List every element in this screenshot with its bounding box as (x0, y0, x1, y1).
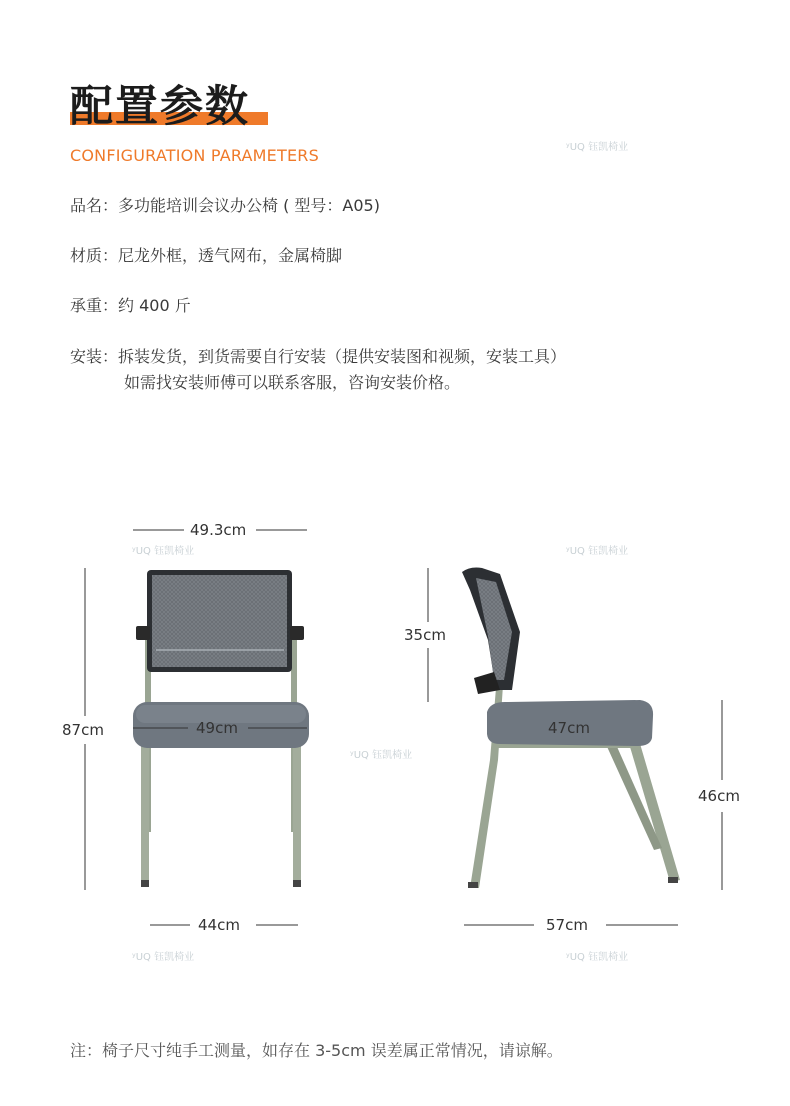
watermark-text: 钰凯椅业 (372, 750, 413, 761)
watermark-mark-icon: ʸUQ (566, 952, 589, 963)
side-front-leg (625, 730, 680, 882)
foot-cap (468, 882, 478, 888)
dim-label-front-seat-width: 49cm (196, 719, 238, 737)
dim-label-side-seat-depth: 47cm (548, 719, 590, 737)
page-subtitle: CONFIGURATION PARAMETERS (70, 146, 319, 165)
front-leg-left (141, 742, 149, 887)
dim-label-side-seat-height: 46cm (698, 787, 740, 805)
watermark-text: 钰凯椅业 (154, 546, 195, 557)
watermark-mark-icon: ʸUQ (132, 546, 155, 557)
dim-label-front-top-width: 49.3cm (190, 521, 247, 539)
spec-label: 承重： (70, 296, 119, 315)
spec-value: 约 400 斤 (118, 296, 191, 315)
watermark-text: 钰凯椅业 (154, 952, 195, 963)
spec-label: 材质： (70, 246, 119, 265)
watermark-text: 钰凯椅业 (588, 546, 629, 557)
measurement-note: 注：椅子尺寸纯手工测量，如存在 3-5cm 误差属正常情况，请谅解。 (70, 1041, 563, 1060)
dim-label-front-height: 87cm (62, 721, 104, 739)
watermark-text: 钰凯椅业 (588, 142, 629, 153)
watermark-mark-icon: ʸUQ (132, 952, 155, 963)
foot-cap (668, 877, 678, 883)
watermark-text: 钰凯椅业 (588, 952, 629, 963)
spec-value: 多功能培训会议办公椅 ( 型号：A05) (118, 196, 380, 215)
bracket-left (136, 626, 150, 640)
dim-label-side-back-height: 35cm (404, 626, 446, 644)
spec-label: 品名： (70, 196, 119, 215)
watermark-mark-icon: ʸUQ (566, 546, 589, 557)
front-backrest-mesh (152, 575, 287, 667)
bracket-right (290, 626, 304, 640)
spec-value: 尼龙外框，透气网布，金属椅脚 (118, 246, 343, 265)
dim-label-front-leg-width: 44cm (198, 916, 240, 934)
spec-label: 安装： (70, 347, 119, 366)
watermark-mark-icon: ʸUQ (350, 750, 373, 761)
page-title: 配置参数 (70, 82, 250, 132)
foot-cap (293, 880, 301, 887)
foot-cap (141, 880, 149, 887)
spec-row-install-continued: 如需找安装师傅可以联系客服，咨询安装价格。 (124, 373, 461, 392)
front-leg-right (293, 742, 301, 887)
spec-value: 拆装发货，到货需要自行安装（提供安装图和视频，安装工具） (118, 347, 567, 366)
dim-label-side-depth: 57cm (546, 916, 588, 934)
watermark-mark-icon: ʸUQ (566, 142, 589, 153)
